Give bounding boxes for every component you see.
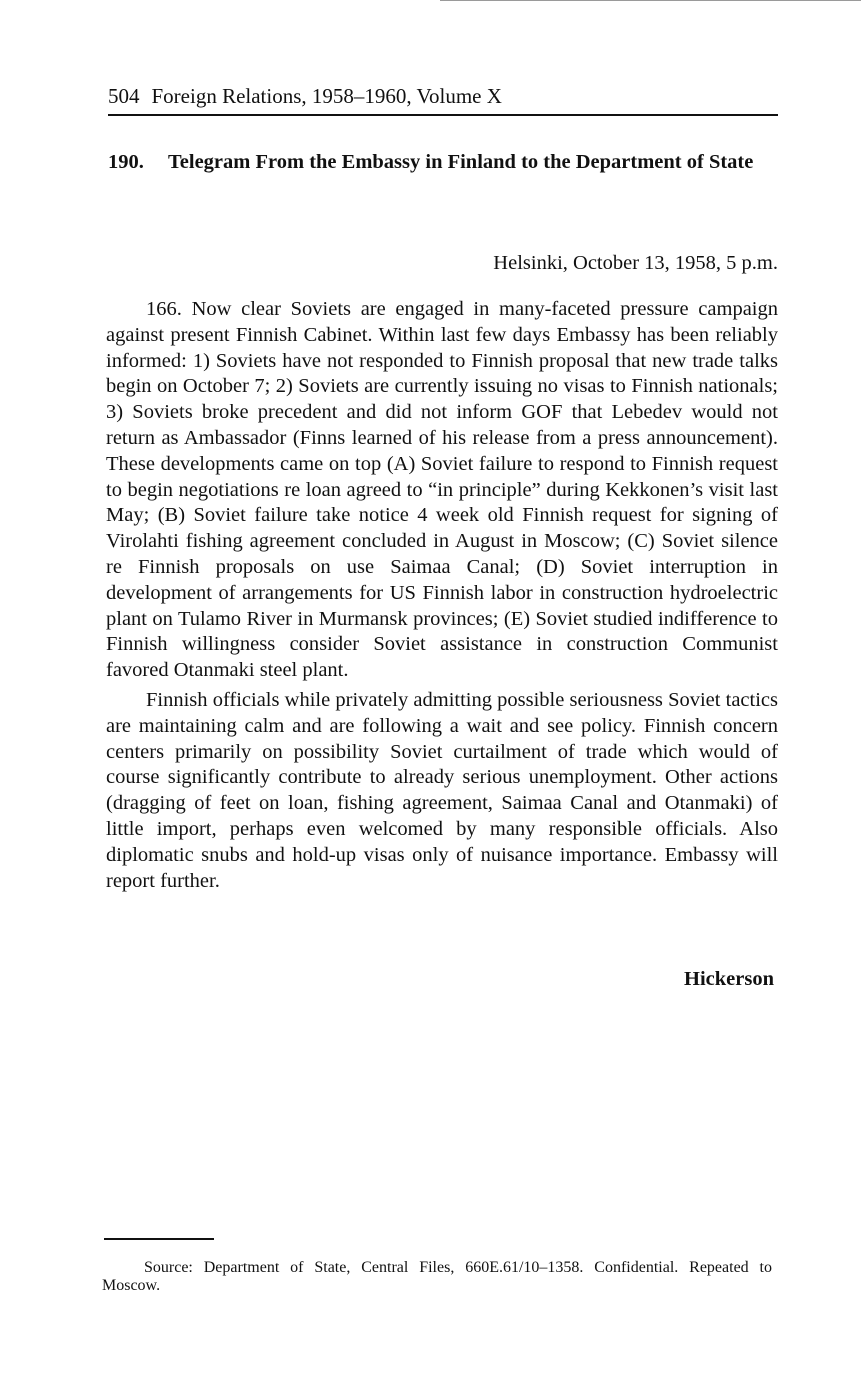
document-heading	[108, 150, 778, 174]
top-edge-rule	[440, 0, 861, 1]
document-number: 190.	[108, 151, 144, 173]
dateline: Helsinki, October 13, 1958, 5 p.m.	[493, 252, 778, 274]
running-head	[108, 82, 778, 116]
footnote-text: Source: Department of State, Central Files, 660E.61/10–1358. Confidential. Repeated to Moscow.	[102, 1259, 772, 1294]
telegram-body	[106, 297, 778, 898]
publication-title: Foreign Relations, 1958–1960, Volume X	[151, 84, 502, 108]
signature: Hickerson	[684, 968, 774, 990]
page-number: 504	[108, 84, 140, 108]
document-title: Telegram From the Embassy in Finland to the Department of State	[168, 151, 754, 173]
body-paragraph: 166. Now clear Soviets are engaged in many-faceted pressure campaign against present Finnish Cabinet. Within last few days Embassy has been reliably informed: 1) Soviets have not responded to Finnish proposal that new trade talks begin on October 7; 2) Soviets are currently issuing no visas to Finnish nationals; 3) Soviets broke precedent and did not inform GOF that Lebedev would not return as Ambassador (Finns learned of his release from a press announcement). These developments came on top (A) Soviet failure to respond to Finnish request to begin negotiations re loan agreed to “in principle” during Kekkonen’s visit last May; (B) Soviet failure take notice 4 week old Finnish request for signing of Virolahti fishing agreement concluded in August in Moscow; (C) Soviet silence re Finnish proposals on use Saimaa Canal; (D) Soviet interruption in development of arrangements for US Finnish labor in construction hydroelectric plant on Tulamo River in Murmansk provinces; (E) Soviet studied indifference to Finnish willingness consider Soviet assistance in construction Communist favored Otanmaki steel plant.	[106, 298, 778, 682]
body-paragraph: Finnish officials while privately admitting possible seriousness Soviet tactics are maintaining calm and are following a wait and see policy. Finnish concern centers primarily on possibility Soviet curtailment of trade which would of course significantly contribute to already serious unemployment. Other actions (dragging of feet on loan, fishing agreement, Saimaa Canal and Otanmaki) of little import, perhaps even welcomed by many responsible officials. Also diplomatic snubs and hold-up visas only of nuisance importance. Embassy will report further.	[106, 688, 778, 892]
footnote-rule	[104, 1238, 214, 1240]
source-footnote	[102, 1259, 772, 1295]
